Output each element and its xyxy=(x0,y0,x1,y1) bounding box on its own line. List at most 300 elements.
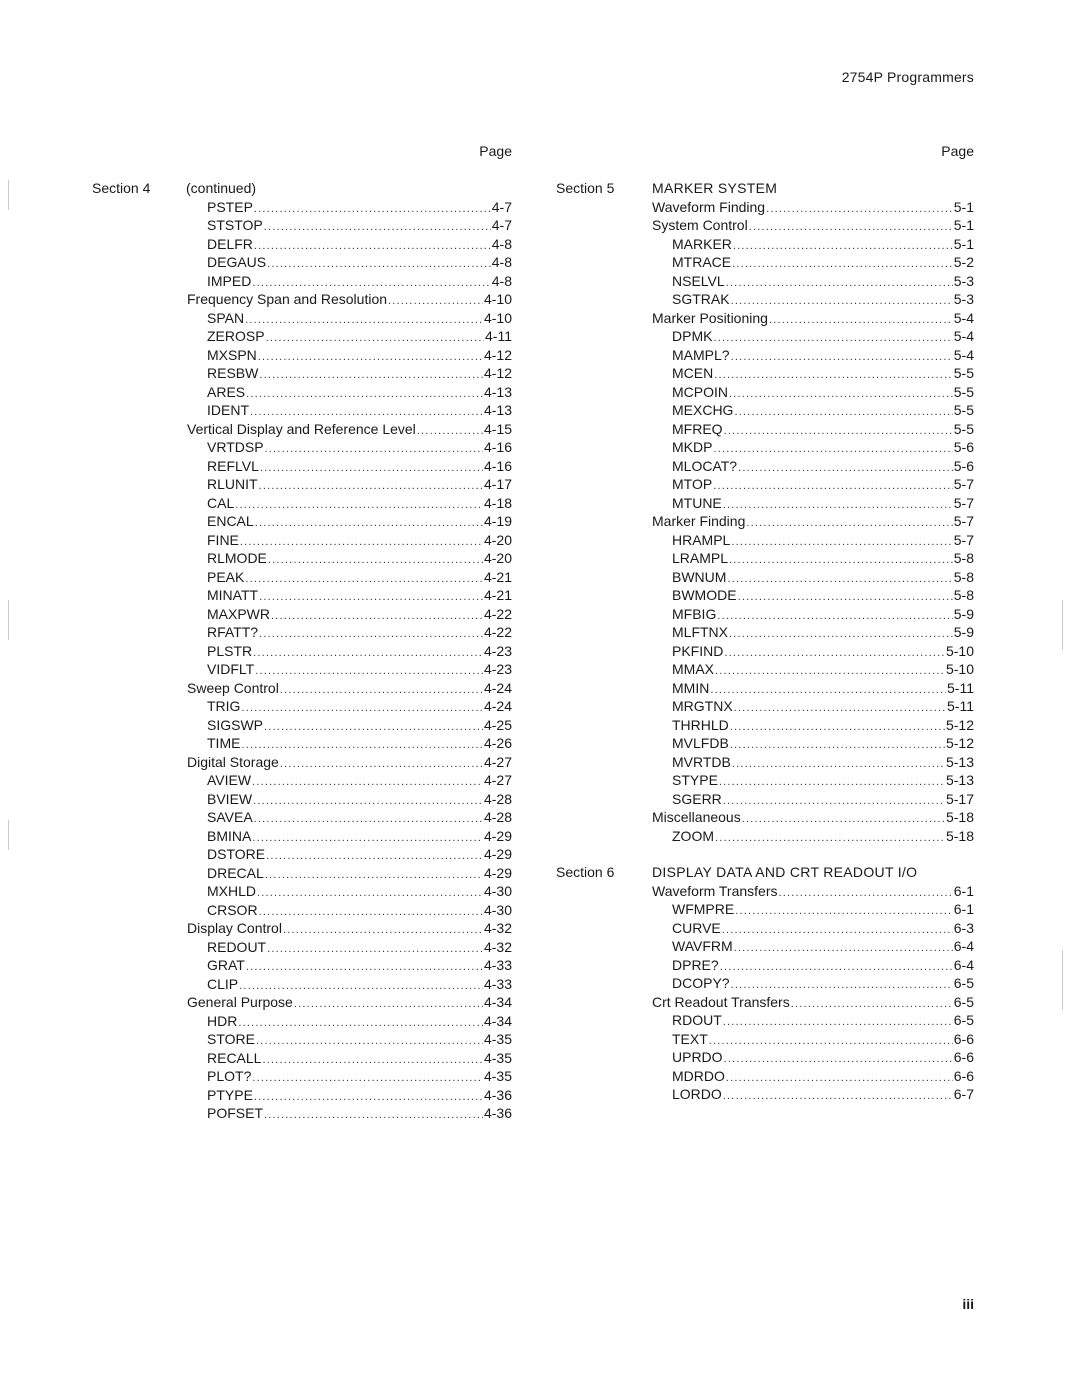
toc-command-entry xyxy=(92,827,512,846)
entry-label: DPRE? xyxy=(672,956,719,973)
entry-page-number: 4-28 xyxy=(483,809,512,825)
toc-command-entry xyxy=(556,494,974,513)
toc-command-entry xyxy=(92,882,512,901)
toc-command-entry xyxy=(92,1030,512,1049)
toc-command-entry xyxy=(556,1085,974,1104)
section-title: MARKER SYSTEM xyxy=(652,180,778,196)
entry-page-number: 4-25 xyxy=(483,716,512,733)
entry-page-number: 5-3 xyxy=(953,272,974,289)
entry-page-number: 4-10 xyxy=(483,309,512,326)
entry-label: DSTORE xyxy=(207,846,266,862)
entry-label: ZEROSP xyxy=(207,328,265,344)
entry-page-number: 4-34 xyxy=(483,1012,512,1029)
entry-page-number: 5-8 xyxy=(953,568,974,585)
entry-label: BWNUM xyxy=(672,568,727,585)
toc-command-entry xyxy=(556,1030,974,1049)
entry-label: Digital Storage xyxy=(187,753,279,770)
toc-command-entry xyxy=(556,679,974,698)
entry-label: MTUNE xyxy=(672,494,722,511)
toc-command-entry xyxy=(556,272,974,291)
entry-page-number: 6-3 xyxy=(953,919,974,936)
entry-page-number: 4-35 xyxy=(483,1031,512,1047)
entry-page-number: 4-12 xyxy=(483,365,512,381)
entry-label: AVIEW xyxy=(207,772,252,788)
toc-command-entry xyxy=(92,734,512,753)
entry-label: Marker Positioning xyxy=(652,309,768,326)
entry-page-number: 6-7 xyxy=(953,1086,974,1102)
toc-subsection-entry xyxy=(556,512,974,531)
toc-subsection-entry xyxy=(92,679,512,698)
toc-command-entry xyxy=(556,1067,974,1086)
entry-label: FINE xyxy=(207,531,239,548)
entry-label: MINATT xyxy=(207,587,259,603)
entry-label: SIGSWP xyxy=(207,716,264,733)
toc-command-entry xyxy=(92,568,512,587)
scan-artifact xyxy=(1062,600,1063,650)
toc-command-entry xyxy=(92,1067,512,1086)
page-column-heading: Page xyxy=(479,143,512,159)
entry-label: Waveform Transfers xyxy=(652,882,778,899)
entry-label: PSTEP xyxy=(207,198,253,215)
scan-artifact xyxy=(8,600,9,640)
entry-page-number: 5-6 xyxy=(953,457,974,474)
toc-subsection-entry xyxy=(556,198,974,217)
entry-page-number: 6-4 xyxy=(953,956,974,973)
entry-page-number: 6-6 xyxy=(953,1067,974,1084)
entry-page-number: 5-10 xyxy=(945,642,974,659)
toc-command-entry xyxy=(92,198,512,217)
entry-page-number: 4-29 xyxy=(483,864,512,881)
toc-command-entry xyxy=(92,531,512,550)
entry-page-number: 4-11 xyxy=(485,328,512,344)
entry-label: Miscellaneous xyxy=(652,809,741,825)
entry-page-number: 5-4 xyxy=(953,328,974,344)
toc-entry-list xyxy=(556,882,974,1104)
toc-command-entry xyxy=(92,327,512,346)
toc-command-entry xyxy=(92,771,512,790)
section-title: (continued) xyxy=(186,180,257,196)
entry-label: MLFTNX xyxy=(672,624,728,640)
toc-command-entry xyxy=(92,697,512,716)
entry-label: MVLFDB xyxy=(672,735,729,751)
entry-label: TEXT xyxy=(672,1030,708,1047)
entry-page-number: 5-18 xyxy=(945,809,974,825)
entry-page-number: 4-24 xyxy=(483,698,512,714)
entry-label: DEGAUS xyxy=(207,254,267,270)
toc-command-entry xyxy=(92,512,512,531)
toc-command-entry xyxy=(556,401,974,420)
entry-label: IDENT xyxy=(207,402,249,418)
toc-command-entry xyxy=(92,235,512,254)
entry-label: SGTRAK xyxy=(672,291,730,307)
entry-label: Vertical Display and Reference Level xyxy=(187,420,416,437)
toc-command-entry xyxy=(92,272,512,291)
entry-page-number: 5-10 xyxy=(945,661,974,677)
toc-command-entry xyxy=(556,900,974,919)
entry-label: BVIEW xyxy=(207,790,253,807)
toc-command-entry xyxy=(92,790,512,809)
entry-page-number: 4-23 xyxy=(483,642,512,659)
entry-page-number: 4-29 xyxy=(483,846,512,862)
entry-label: ARES xyxy=(207,383,246,400)
page-header-title: 2754P Programmers xyxy=(841,69,974,85)
entry-label: PTYPE xyxy=(207,1086,253,1103)
toc-command-entry xyxy=(92,253,512,272)
entry-label: PEAK xyxy=(207,568,245,585)
entry-page-number: 5-7 xyxy=(953,476,974,492)
entry-page-number: 4-35 xyxy=(483,1068,512,1084)
toc-entry-list xyxy=(556,198,974,846)
entry-label: DPMK xyxy=(672,328,713,344)
toc-command-entry xyxy=(556,235,974,254)
toc-command-entry xyxy=(556,974,974,993)
entry-label: MFREQ xyxy=(672,420,723,437)
entry-page-number: 4-36 xyxy=(483,1086,512,1103)
entry-label: LRAMPL xyxy=(672,550,729,566)
toc-command-entry xyxy=(556,956,974,975)
entry-page-number: 4-12 xyxy=(483,346,512,363)
entry-page-number: 4-8 xyxy=(491,254,512,270)
entry-page-number: 4-30 xyxy=(483,901,512,918)
entry-label: Marker Finding xyxy=(652,513,746,529)
entry-page-number: 5-1 xyxy=(953,217,974,233)
entry-label: Display Control xyxy=(187,920,282,936)
entry-label: THRHLD xyxy=(672,716,729,733)
entry-page-number: 4-23 xyxy=(483,661,512,677)
entry-page-number: 5-12 xyxy=(945,716,974,733)
toc-command-entry xyxy=(556,586,974,605)
entry-label: MTRACE xyxy=(672,254,732,270)
entry-label: RLMODE xyxy=(207,550,267,566)
toc-command-entry xyxy=(556,642,974,661)
toc-command-entry xyxy=(556,623,974,642)
toc-subsection-entry xyxy=(556,216,974,235)
entry-label: MRGTNX xyxy=(672,698,733,714)
toc-command-entry xyxy=(92,364,512,383)
section-title: DISPLAY DATA AND CRT READOUT I/O xyxy=(652,864,918,880)
entry-label: MFBIG xyxy=(672,605,717,622)
toc-command-entry xyxy=(92,549,512,568)
entry-label: TRIG xyxy=(207,698,241,714)
toc-command-entry xyxy=(92,475,512,494)
entry-label: CURVE xyxy=(672,919,721,936)
toc-command-entry xyxy=(556,438,974,457)
toc-subsection-entry xyxy=(556,993,974,1012)
entry-page-number: 5-5 xyxy=(953,420,974,437)
section-heading xyxy=(556,863,974,882)
toc-command-entry xyxy=(556,660,974,679)
entry-page-number: 4-16 xyxy=(483,457,512,474)
entry-label: DELFR xyxy=(207,235,253,252)
entry-page-number: 6-5 xyxy=(953,1012,974,1028)
entry-label: PLSTR xyxy=(207,642,253,659)
entry-label: WAVFRM xyxy=(672,938,733,954)
toc-command-entry xyxy=(556,253,974,272)
toc-subsection-entry xyxy=(556,808,974,827)
toc-command-entry xyxy=(556,790,974,809)
toc-command-entry xyxy=(92,845,512,864)
toc-command-entry xyxy=(92,864,512,883)
entry-page-number: 6-4 xyxy=(953,938,974,954)
toc-command-entry xyxy=(92,642,512,661)
entry-label: MMAX xyxy=(672,661,714,677)
entry-page-number: 5-11 xyxy=(947,698,974,714)
entry-page-number: 5-4 xyxy=(953,309,974,326)
entry-page-number: 4-15 xyxy=(483,420,512,437)
toc-subsection-entry xyxy=(556,309,974,328)
entry-label: LORDO xyxy=(672,1086,722,1102)
scan-artifact xyxy=(1062,950,1063,1010)
entry-label: MVRTDB xyxy=(672,753,731,770)
entry-page-number: 4-10 xyxy=(483,291,512,307)
entry-label: GRAT xyxy=(207,957,245,973)
scan-artifact xyxy=(8,820,9,850)
entry-label: MXHLD xyxy=(207,883,257,899)
toc-command-entry xyxy=(92,586,512,605)
toc-command-entry xyxy=(92,494,512,513)
entry-label: MDRDO xyxy=(672,1067,725,1084)
toc-command-entry xyxy=(556,937,974,956)
entry-page-number: 4-21 xyxy=(483,587,512,603)
toc-command-entry xyxy=(556,771,974,790)
entry-label: Crt Readout Transfers xyxy=(652,993,790,1010)
section-label: Section 4 xyxy=(92,180,151,196)
entry-page-number: 5-8 xyxy=(953,550,974,566)
entry-label: MEXCHG xyxy=(672,402,734,418)
toc-command-entry xyxy=(556,716,974,735)
entry-page-number: 5-5 xyxy=(953,383,974,400)
entry-page-number: 4-18 xyxy=(483,494,512,511)
entry-label: Sweep Control xyxy=(187,679,279,696)
entry-page-number: 4-34 xyxy=(483,994,512,1010)
entry-label: PLOT? xyxy=(207,1068,252,1084)
entry-page-number: 4-36 xyxy=(483,1105,512,1121)
toc-command-entry xyxy=(556,605,974,624)
toc-subsection-entry xyxy=(92,420,512,439)
scan-artifact xyxy=(8,180,9,210)
entry-page-number: 4-13 xyxy=(483,402,512,418)
toc-command-entry xyxy=(556,827,974,846)
entry-page-number: 6-1 xyxy=(953,882,974,899)
entry-page-number: 5-3 xyxy=(953,291,974,307)
entry-page-number: 5-1 xyxy=(953,198,974,215)
toc-command-entry xyxy=(556,1048,974,1067)
toc-subsection-entry xyxy=(92,919,512,938)
entry-label: MCEN xyxy=(672,365,714,381)
toc-command-entry xyxy=(556,734,974,753)
entry-page-number: 5-9 xyxy=(953,624,974,640)
entry-page-number: 4-33 xyxy=(483,957,512,973)
entry-label: PKFIND xyxy=(672,642,724,659)
entry-label: MAXPWR xyxy=(207,605,270,622)
entry-label: MKDP xyxy=(672,439,713,455)
entry-label: REDOUT xyxy=(207,938,267,955)
toc-command-entry xyxy=(92,1049,512,1068)
entry-page-number: 5-11 xyxy=(947,679,974,696)
page-column-heading: Page xyxy=(941,143,974,159)
entry-label: WFMPRE xyxy=(672,901,735,917)
entry-label: MARKER xyxy=(672,235,732,252)
entry-label: REFLVL xyxy=(207,457,259,474)
toc-command-entry xyxy=(92,346,512,365)
entry-label: STYPE xyxy=(672,772,718,788)
section-heading xyxy=(556,179,974,198)
entry-label: Waveform Finding xyxy=(652,198,766,215)
toc-entry-list xyxy=(92,198,512,1123)
entry-label: Frequency Span and Resolution xyxy=(187,291,388,307)
entry-page-number: 5-13 xyxy=(945,772,974,788)
entry-page-number: 5-6 xyxy=(953,439,974,455)
entry-label: BMINA xyxy=(207,827,252,844)
toc-command-entry xyxy=(556,327,974,346)
entry-page-number: 4-22 xyxy=(483,605,512,622)
toc-subsection-entry xyxy=(92,993,512,1012)
entry-label: MTOP xyxy=(672,476,713,492)
entry-label: MAMPL? xyxy=(672,346,730,363)
toc-command-entry xyxy=(556,457,974,476)
dot-leader xyxy=(723,1087,953,1106)
toc-right-column xyxy=(556,143,974,1104)
toc-command-entry xyxy=(92,438,512,457)
entry-label: HDR xyxy=(207,1012,238,1029)
entry-page-number: 4-20 xyxy=(483,531,512,548)
toc-command-entry xyxy=(92,975,512,994)
toc-command-entry xyxy=(92,309,512,328)
entry-page-number: 5-8 xyxy=(953,587,974,603)
entry-page-number: 5-4 xyxy=(953,346,974,363)
toc-command-entry xyxy=(92,216,512,235)
toc-command-entry xyxy=(556,753,974,772)
entry-page-number: 4-19 xyxy=(483,513,512,529)
toc-left-column xyxy=(92,143,512,1123)
entry-label: ENCAL xyxy=(207,513,254,529)
entry-page-number: 4-32 xyxy=(483,938,512,955)
toc-command-entry xyxy=(92,1012,512,1031)
entry-page-number: 4-35 xyxy=(483,1049,512,1066)
entry-page-number: 4-7 xyxy=(491,198,512,215)
toc-command-entry xyxy=(92,938,512,957)
toc-subsection-entry xyxy=(92,753,512,772)
toc-command-entry xyxy=(556,568,974,587)
dot-leader xyxy=(715,829,945,848)
toc-command-entry xyxy=(556,364,974,383)
section-label: Section 6 xyxy=(556,864,615,880)
entry-page-number: 5-7 xyxy=(953,513,974,529)
toc-command-entry xyxy=(556,383,974,402)
entry-page-number: 5-7 xyxy=(953,531,974,548)
toc-command-entry xyxy=(92,901,512,920)
entry-page-number: 5-1 xyxy=(953,235,974,252)
toc-command-entry xyxy=(92,623,512,642)
toc-command-entry xyxy=(92,660,512,679)
entry-page-number: 4-20 xyxy=(483,550,512,566)
entry-label: HRAMPL xyxy=(672,531,731,548)
entry-label: SPAN xyxy=(207,309,245,326)
entry-label: TIME xyxy=(207,735,241,751)
entry-label: BWMODE xyxy=(672,587,737,603)
entry-page-number: 4-21 xyxy=(483,568,512,585)
entry-page-number: 5-7 xyxy=(953,494,974,511)
toc-command-entry xyxy=(92,383,512,402)
toc-command-entry xyxy=(92,1086,512,1105)
entry-label: CLIP xyxy=(207,975,239,992)
toc-command-entry xyxy=(556,531,974,550)
entry-page-number: 4-30 xyxy=(483,883,512,899)
section-heading xyxy=(92,179,512,198)
entry-page-number: 6-5 xyxy=(953,975,974,991)
entry-page-number: 4-26 xyxy=(483,735,512,751)
toc-command-entry xyxy=(556,697,974,716)
entry-label: MCPOIN xyxy=(672,383,728,400)
entry-page-number: 4-28 xyxy=(483,790,512,807)
entry-label: VRTDSP xyxy=(207,439,264,455)
entry-page-number: 4-7 xyxy=(491,217,512,233)
entry-page-number: 4-22 xyxy=(483,624,512,640)
entry-label: STORE xyxy=(207,1031,255,1047)
entry-label: General Purpose xyxy=(187,994,293,1010)
toc-command-entry xyxy=(92,401,512,420)
entry-label: SAVEA xyxy=(207,809,253,825)
entry-page-number: 5-9 xyxy=(953,605,974,622)
entry-page-number: 4-29 xyxy=(483,827,512,844)
entry-page-number: 5-13 xyxy=(945,753,974,770)
section-label: Section 5 xyxy=(556,180,615,196)
entry-label: RLUNIT xyxy=(207,476,258,492)
entry-page-number: 4-27 xyxy=(483,753,512,770)
entry-label: DRECAL xyxy=(207,864,264,881)
entry-label: UPRDO xyxy=(672,1049,723,1065)
entry-label: NSELVL xyxy=(672,272,725,289)
entry-label: SGERR xyxy=(672,790,722,807)
entry-label: CRSOR xyxy=(207,901,258,918)
entry-label: RDOUT xyxy=(672,1012,722,1028)
entry-page-number: 4-32 xyxy=(483,920,512,936)
toc-command-entry xyxy=(556,1011,974,1030)
entry-page-number: 4-16 xyxy=(483,439,512,455)
toc-command-entry xyxy=(92,457,512,476)
entry-page-number: 5-12 xyxy=(945,735,974,751)
toc-command-entry xyxy=(92,716,512,735)
toc-subsection-entry xyxy=(556,882,974,901)
entry-label: RECALL xyxy=(207,1049,262,1066)
toc-command-entry xyxy=(92,1104,512,1123)
entry-page-number: 6-1 xyxy=(953,901,974,917)
entry-label: CAL xyxy=(207,494,235,511)
dot-leader xyxy=(264,1106,483,1125)
toc-subsection-entry xyxy=(92,290,512,309)
entry-page-number: 4-17 xyxy=(483,476,512,492)
toc-command-entry xyxy=(92,605,512,624)
entry-page-number: 5-2 xyxy=(953,254,974,270)
page-number: iii xyxy=(962,1296,974,1312)
entry-page-number: 4-8 xyxy=(491,235,512,252)
toc-command-entry xyxy=(556,290,974,309)
entry-label: ZOOM xyxy=(672,827,714,844)
entry-label: POFSET xyxy=(207,1105,264,1121)
toc-command-entry xyxy=(92,808,512,827)
toc-command-entry xyxy=(556,549,974,568)
toc-command-entry xyxy=(556,420,974,439)
entry-page-number: 6-6 xyxy=(953,1049,974,1065)
entry-label: DCOPY? xyxy=(672,975,730,991)
entry-page-number: 5-5 xyxy=(953,402,974,418)
entry-page-number: 6-6 xyxy=(953,1030,974,1047)
toc-command-entry xyxy=(92,956,512,975)
entry-page-number: 4-33 xyxy=(483,975,512,992)
entry-label: MLOCAT? xyxy=(672,457,738,474)
entry-label: RESBW xyxy=(207,365,259,381)
entry-page-number: 6-5 xyxy=(953,993,974,1010)
